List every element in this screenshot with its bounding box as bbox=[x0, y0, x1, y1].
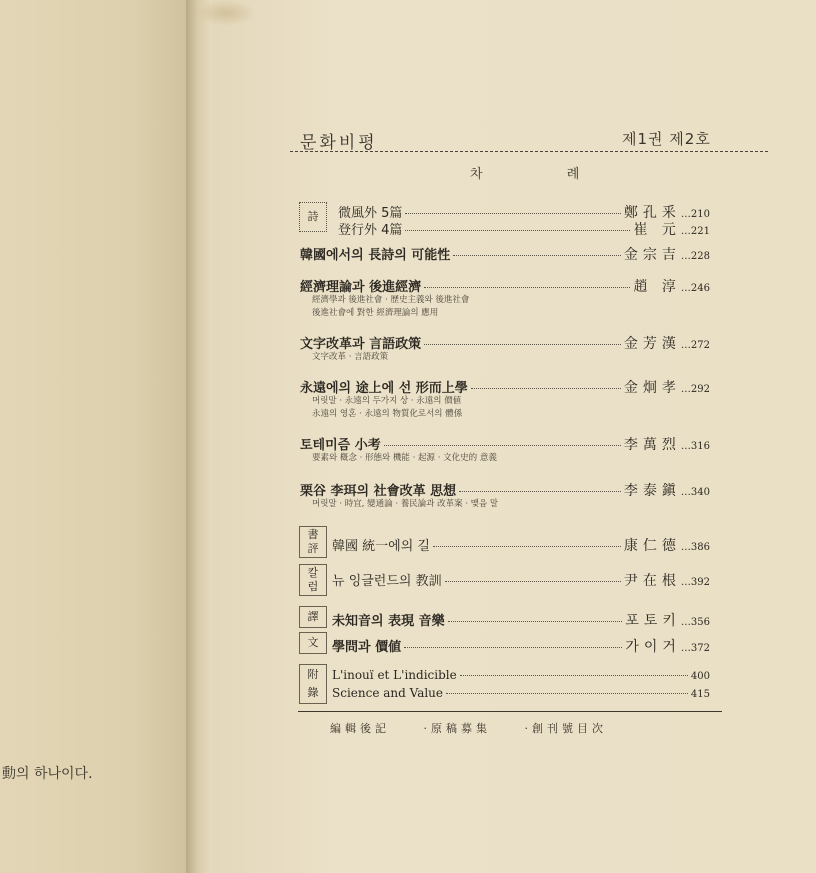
toc-entry: 栗谷 李珥의 社會改革 思想 李泰鎭 … 340 bbox=[300, 480, 710, 500]
entry-author: 康仁德 bbox=[623, 538, 681, 554]
entry-subtopics: 要素와 槪念 · 形態와 機能 · 起源 · 文化史的 意義 bbox=[312, 453, 497, 463]
footer-notes bbox=[330, 720, 633, 736]
toc-entry: 토테미즘 小考 李萬烈 … 316 bbox=[300, 434, 710, 454]
page-gutter bbox=[186, 0, 212, 873]
entry-title: 未知音의 表現 音樂 bbox=[332, 614, 445, 629]
entry-title: 뉴 잉글런드의 教訓 bbox=[332, 574, 442, 589]
translation-label-1: 譯 bbox=[307, 610, 319, 623]
translation-box-top bbox=[299, 606, 327, 628]
leader-dots bbox=[384, 445, 621, 446]
entry-title: 登行外 4篇 bbox=[338, 223, 403, 238]
entry-title: 微風外 5篇 bbox=[338, 206, 403, 221]
leader-dots bbox=[471, 388, 621, 389]
leader-dots bbox=[453, 255, 621, 256]
volume-issue: 제1권 제2호 bbox=[622, 130, 711, 148]
leader-dots bbox=[424, 344, 621, 345]
entry-title: 文字改革과 言語政策 bbox=[300, 337, 422, 352]
entry-page: 210 bbox=[690, 209, 710, 220]
footer-item: 編輯後記 bbox=[330, 722, 390, 735]
entry-page: 221 bbox=[690, 226, 710, 237]
entry-page: 386 bbox=[690, 542, 710, 553]
entry-page: 400 bbox=[690, 671, 710, 682]
entry-title: L'inouï et L'indicible bbox=[332, 668, 457, 682]
translation-label-2: 文 bbox=[307, 636, 319, 649]
paper-stain bbox=[196, 0, 256, 26]
toc-entry: 學問과 價値 가이거 … 372 bbox=[332, 636, 710, 656]
leader-dots bbox=[448, 621, 623, 622]
entry-page: 292 bbox=[690, 384, 710, 395]
entry-title: 韓國에서의 長詩의 可能性 bbox=[300, 248, 451, 263]
entry-title: Science and Value bbox=[332, 686, 444, 700]
entry-subtopics: 經濟學과 後進社會 · 歷史主義와 後進社會 bbox=[312, 295, 470, 305]
entry-author: 李萬烈 bbox=[623, 437, 681, 453]
poetry-box-label: 詩 bbox=[307, 210, 319, 223]
leader-dots bbox=[446, 693, 688, 694]
entry-page: 356 bbox=[690, 617, 710, 628]
entry-title: 學問과 價値 bbox=[332, 640, 402, 655]
entry-page: 415 bbox=[690, 689, 710, 700]
leader-dots bbox=[433, 546, 621, 547]
appendix-label: 附 錄 bbox=[307, 668, 319, 699]
entry-author: 金炯孝 bbox=[623, 380, 681, 396]
toc-entry: 뉴 잉글런드의 教訓 尹在根 … 392 bbox=[332, 570, 710, 590]
toc-entry: 永遠에의 途上에 선 形而上學 金炯孝 … 292 bbox=[300, 377, 710, 397]
toc-entry bbox=[332, 686, 710, 700]
footer-item: ·創刊號目次 bbox=[524, 722, 607, 735]
book-review-box bbox=[299, 526, 327, 558]
entry-page: 272 bbox=[690, 340, 710, 351]
leader-dots bbox=[445, 581, 621, 582]
toc-entry: 登行外 4篇 崔 元 … 221 bbox=[338, 219, 710, 239]
entry-author: 가이거 bbox=[625, 639, 681, 655]
leader-dots bbox=[405, 213, 621, 214]
footer-item: ·原稿募集 bbox=[423, 722, 491, 735]
leader-dots bbox=[459, 491, 621, 492]
entry-title: 토테미즘 小考 bbox=[300, 438, 381, 453]
footer-rule bbox=[298, 711, 722, 712]
leader-dots bbox=[424, 287, 630, 288]
entry-page: 372 bbox=[690, 643, 710, 654]
left-page-text: 動의 하나이다. bbox=[2, 766, 93, 782]
entry-author: 鄭孔釆 bbox=[623, 205, 681, 221]
entry-title: 經濟理論과 後進經濟 bbox=[300, 280, 422, 295]
column-box bbox=[299, 564, 327, 596]
entry-author: 金宗吉 bbox=[623, 247, 681, 263]
toc-heading: 차 례 bbox=[470, 167, 620, 182]
toc-entry: 韓國 統一에의 길 康仁德 … 386 bbox=[332, 535, 710, 555]
entry-subtopics: 머릿말 · 永遠의 두가지 상 · 永遠의 價値 bbox=[312, 396, 462, 406]
leader-dots bbox=[460, 675, 688, 676]
header-rule bbox=[290, 151, 768, 152]
column-label: 칼 럼 bbox=[307, 566, 319, 593]
poetry-box bbox=[299, 202, 327, 232]
entry-author: 尹在根 bbox=[623, 573, 681, 589]
toc-entry: 微風外 5篇 鄭孔釆 … 210 bbox=[338, 202, 710, 222]
entry-author: 趙 淳 bbox=[633, 279, 681, 295]
appendix-box bbox=[299, 664, 327, 704]
entry-subtopics: 後進社會에 對한 經濟理論의 應用 bbox=[312, 308, 439, 318]
leader-dots bbox=[404, 647, 622, 648]
toc-entry bbox=[332, 668, 710, 682]
left-page bbox=[0, 0, 190, 873]
translation-box-bottom bbox=[299, 632, 327, 654]
entry-page: 392 bbox=[690, 577, 710, 588]
toc-entry: 韓國에서의 長詩의 可能性 金宗吉 … 228 bbox=[300, 244, 710, 264]
entry-title: 永遠에의 途上에 선 形而上學 bbox=[300, 381, 468, 396]
entry-page: 246 bbox=[690, 283, 710, 294]
entry-author: 金芳漢 bbox=[623, 336, 681, 352]
book-review-label: 書 評 bbox=[307, 528, 319, 555]
entry-subtopics: 永遠의 영혼 · 永遠의 物質化로서의 體係 bbox=[312, 409, 463, 419]
toc-entry: 文字改革과 言語政策 金芳漢 … 272 bbox=[300, 333, 710, 353]
leader-dots bbox=[405, 230, 630, 231]
toc-entry: 未知音의 表現 音樂 포토키 … 356 bbox=[332, 610, 710, 630]
entry-author: 李泰鎭 bbox=[623, 483, 681, 499]
toc-entry: 經濟理論과 後進經濟 趙 淳 … 246 bbox=[300, 276, 710, 296]
entry-subtopics: 文字改革 · 言語政策 bbox=[312, 352, 389, 362]
entry-page: 316 bbox=[690, 441, 710, 452]
magazine-title: 문화비평 bbox=[300, 133, 378, 153]
entry-author: 崔 元 bbox=[633, 222, 681, 238]
entry-subtopics: 머릿말 · 時宜, 變通論 · 養民論과 改革案 · 맺음 말 bbox=[312, 499, 499, 509]
entry-page: 340 bbox=[690, 487, 710, 498]
entry-title: 栗谷 李珥의 社會改革 思想 bbox=[300, 484, 457, 499]
entry-title: 韓國 統一에의 길 bbox=[332, 539, 430, 554]
entry-author: 포토키 bbox=[625, 613, 681, 629]
entry-page: 228 bbox=[690, 251, 710, 262]
